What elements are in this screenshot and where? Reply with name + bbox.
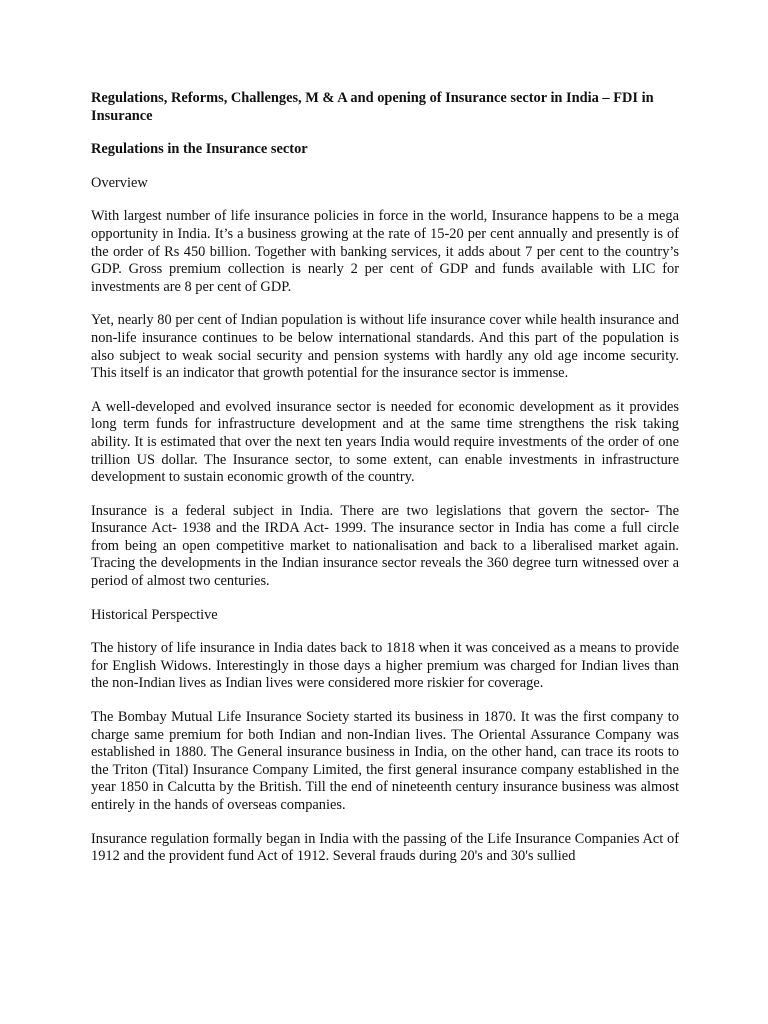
paragraph: The Bombay Mutual Life Insurance Society started its business in 1870. It was the first company to charge same premium for both Indian and non-Indian lives. The Oriental Assurance Company was established in 1880. The General insurance business in India, on the other hand, can trace its roots to the Triton (Tital) Insurance Company Limited, the first general insurance company established in the year 1850 in Calcutta by the British. Till the end of nineteenth century insurance business was almost entirely in the hands of overseas companies. bbox=[91, 709, 679, 813]
paragraph: Yet, nearly 80 per cent of Indian population is without life insurance cover while health insurance and non-life insurance continues to be below international standards. And this part of the population is also subject to weak social security and pension systems with hardly any old age income security. This itself is an indicator that growth potential for the insurance sector is immense. bbox=[91, 312, 679, 382]
section-heading: Regulations in the Insurance sector bbox=[91, 141, 308, 158]
document-title: Regulations, Reforms, Challenges, M & A and opening of Insurance sector in India – FDI in Insurance bbox=[91, 90, 654, 124]
paragraph: A well-developed and evolved insurance sector is needed for economic development as it provides long term funds for infrastructure development and at the same time strengthens the risk taking ability. It is estimated that over the next ten years India would require investments of the order of one trillion US dollar. The Insurance sector, to some extent, can enable investments in infrastructure development to sustain economic growth of the country. bbox=[91, 398, 679, 486]
paragraph: The history of life insurance in India dates back to 1818 when it was conceived as a means to provide for English Widows. Interestingly in those days a higher premium was charged for Indian lives than the non-Indian lives as Indian lives were considered more riskier for coverage. bbox=[91, 640, 679, 692]
paragraph: With largest number of life insurance policies in force in the world, Insurance happens to be a mega opportunity in India. It’s a business growing at the rate of 15-20 per cent annually and presently is of the order of Rs 450 billion. Together with banking services, it adds about 7 per cent to the country’s GDP. Gross premium collection is nearly 2 per cent of GDP and funds available with LIC for investments are 8 per cent of GDP. bbox=[91, 208, 679, 295]
paragraph: Insurance is a federal subject in India. There are two legislations that govern the sector- The Insurance Act- 1938 and the IRDA Act- 1999. The insurance sector in India has come a full circle from being an open competitive market to nationalisation and back to a liberalised market again. Tracing the developments in the Indian insurance sector reveals the 360 degree turn witnessed over a period of almost two centuries. bbox=[91, 502, 679, 590]
historical-heading: Historical Perspective bbox=[91, 606, 218, 623]
document-page bbox=[91, 90, 679, 882]
overview-heading: Overview bbox=[91, 174, 148, 191]
paragraph: Insurance regulation formally began in India with the passing of the Life Insurance Companies Act of 1912 and the provident fund Act of 1912. Several frauds during 20's and 30's sullied bbox=[91, 830, 679, 865]
